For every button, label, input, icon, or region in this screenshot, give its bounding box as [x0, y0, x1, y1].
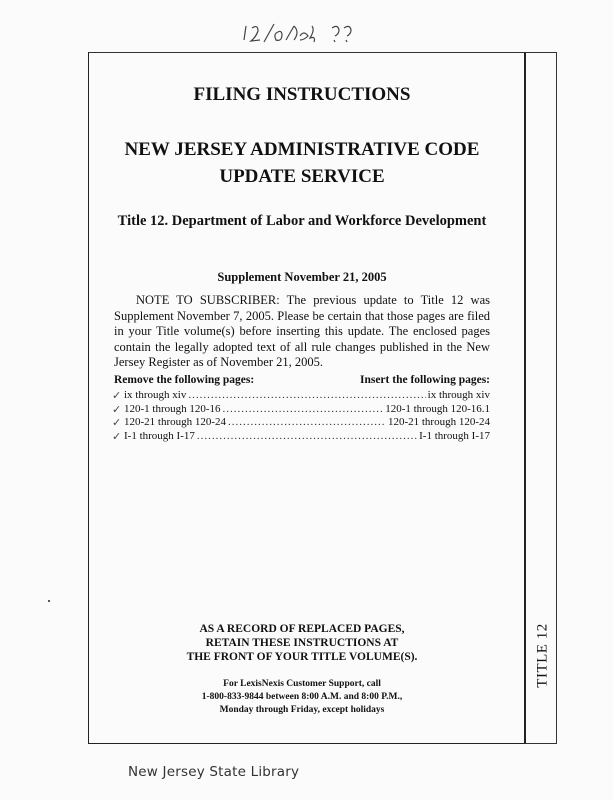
main-title	[114, 136, 490, 190]
record-line-3: THE FRONT OF YOUR TITLE VOLUME(S).	[186, 651, 418, 663]
check-mark-icon: ✓	[112, 416, 122, 429]
table-row	[114, 403, 490, 417]
filing-instructions-heading: FILING INSTRUCTIONS	[193, 84, 411, 105]
title-subtitle: Title 12. Department of Labor and Workforce Development	[117, 213, 487, 229]
note-to-subscriber: NOTE TO SUBSCRIBER: The previous update to Title 12 was Supplement November 7, 2005. Please be certain that those pages are filed in your Title volume(s) before inserting this update. The enclosed pages contain the legally adopted text of all rule changes published in the New Jersey Register as of November 21, 2005.	[114, 293, 490, 369]
handwritten-date-note	[228, 18, 378, 52]
scan-speck	[48, 600, 50, 602]
support-line-3: Monday through Friday, except holidays	[219, 705, 385, 715]
main-title-line-2: UPDATE SERVICE	[219, 166, 385, 187]
record-line-1: AS A RECORD OF REPLACED PAGES,	[199, 623, 405, 635]
check-mark-icon: ✓	[112, 402, 122, 416]
remove-pages-header: Remove the following pages:	[114, 374, 255, 386]
insert-range: ix through xiv	[427, 389, 490, 401]
check-mark-icon: ✓	[112, 429, 122, 443]
title-tab-label	[532, 610, 554, 700]
table-row	[114, 389, 490, 403]
main-title-line-1: NEW JERSEY ADMINISTRATIVE CODE	[124, 139, 480, 160]
insert-range: 120-21 through 120-24	[387, 416, 490, 428]
support-line-1: For LexisNexis Customer Support, call	[223, 679, 381, 689]
pages-table-header	[114, 374, 490, 386]
supplement-date: Supplement November 21, 2005	[217, 270, 387, 284]
leader-dots	[228, 416, 386, 430]
record-line-2: RETAIN THESE INSTRUCTIONS AT	[205, 637, 399, 649]
leader-dots	[223, 403, 384, 417]
insert-range: 120-1 through 120-16.1	[385, 402, 490, 415]
insert-range: I-1 through I-17	[419, 429, 490, 442]
library-stamp: New Jersey State Library	[128, 764, 300, 780]
remove-range: 120-1 through 120-16	[124, 402, 221, 415]
table-row	[114, 416, 490, 430]
support-line-2: 1-800-833-9844 between 8:00 A.M. and 8:00 P.M.,	[201, 692, 403, 702]
remove-range: 120-21 through 120-24	[124, 416, 227, 428]
insert-pages-header: Insert the following pages:	[359, 374, 490, 386]
leader-dots	[188, 389, 425, 403]
pages-table	[114, 389, 490, 443]
customer-support-info	[114, 678, 490, 717]
remove-range: I-1 through I-17	[124, 429, 195, 442]
check-mark-icon: ✓	[112, 389, 122, 402]
leader-dots	[197, 430, 417, 444]
tab-label-text: TITLE 12	[534, 622, 551, 688]
remove-range: ix through xiv	[124, 389, 187, 401]
table-row	[114, 430, 490, 444]
record-instructions	[114, 622, 490, 664]
